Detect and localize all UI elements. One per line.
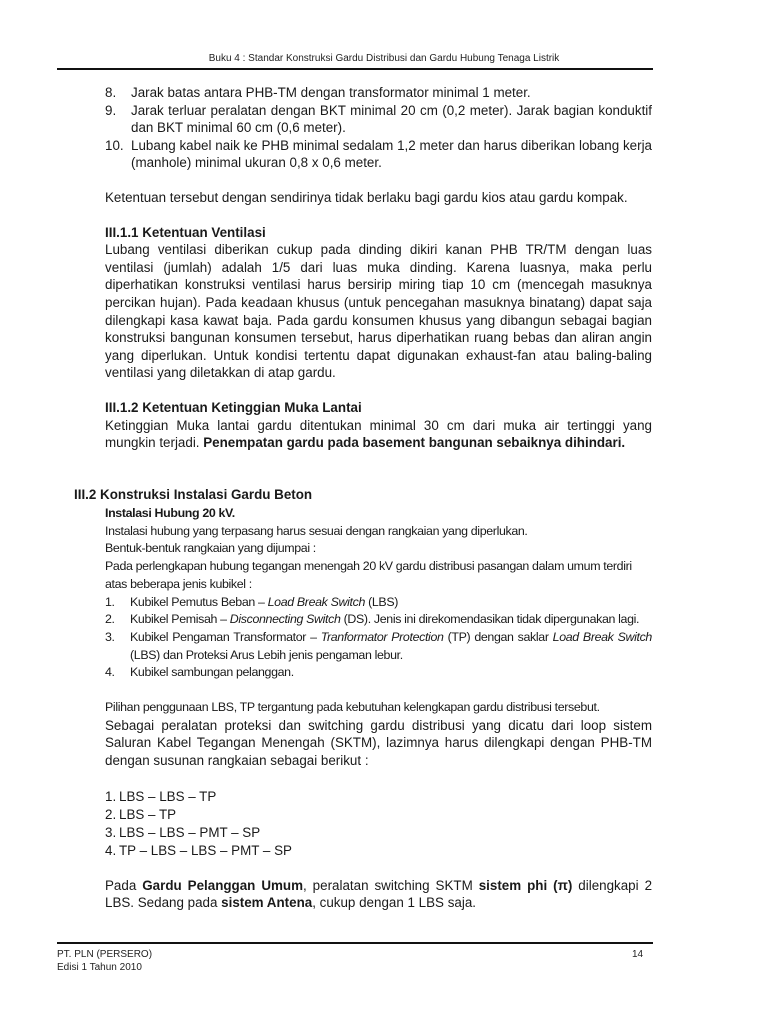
list-item: 3. LBS – LBS – PMT – SP bbox=[105, 824, 261, 840]
paragraph-sebagai: Sebagai peralatan proteksi dan switching gardu distribusi yang dicatu dari loop sistem Saluran Kabel Tegangan Menengah (SKTM), lazimnya harus dilengkapi dengan PHB-TM dengan susunan rangkaian sebagai berikut : bbox=[105, 717, 652, 768]
paragraph-ventilasi: Lubang ventilasi diberikan cukup pada dinding dikiri kanan PHB TR/TM dengan luas ventilasi (jumlah) adalah 1/5 dari luas muka dinding. Karena luasnya, maka perlu diperhatikan konstruksi ventilasi harus bersirip miring tiap 10 cm (mencegah masuknya percikan hujan). Pada keadaan khusus (untuk pencegahan masuknya binatang) dapat saja dilengkapi kasa kawat baja. Pada gardu konsumen khusus yang dibangun sebagai bagian konstruksi bangunan konsumen tersebut, harus diperhatikan ruang bebas dan aliran angin yang diperlukan. Untuk kondisi tertentu dapat digunakan exhaust-fan atau baling-baling ventilasi yang diletakkan di atap gardu. bbox=[105, 242, 652, 381]
paragraph-ketentuan: Ketentuan tersebut dengan sendirinya tidak berlaku bagi gardu kios atau gardu kompak. bbox=[105, 189, 628, 205]
section-heading-ventilasi: III.1.1 Ketentuan Ventilasi bbox=[105, 224, 266, 240]
footer-publisher bbox=[57, 949, 152, 974]
footer-rule bbox=[57, 942, 653, 944]
list-item: 2. Kubikel Pemisah – Disconnecting Switch (DS). Jenis ini direkomendasikan tidak dipergunakan lagi. bbox=[105, 612, 640, 627]
paragraph-gardu-pelanggan: Pada Gardu Pelanggan Umum, peralatan switching SKTM sistem phi (π) dilengkapi 2 LBS. Sedang pada sistem Antena, cukup dengan 1 LBS saja. bbox=[105, 877, 653, 911]
list-rangkaian bbox=[105, 788, 652, 860]
list-item: 1. Kubikel Pemutus Beban – Load Break Switch (LBS) bbox=[105, 594, 399, 609]
list-item: 4. TP – LBS – LBS – PMT – SP bbox=[105, 842, 292, 858]
list-item: 3. Kubikel Pengaman Transformator – Tranformator Protection (TP) dengan saklar Load Break Switch (LBS) dan Proteksi Arus Lebih jenis pengaman lebur. bbox=[105, 629, 652, 662]
list-item: 10. Lubang kabel naik ke PHB minimal sedalam 1,2 meter dan harus diberikan lobang kerja (manhole) minimal ukuran 0,8 x 0,6 meter. bbox=[105, 137, 652, 171]
section-heading-muka-lantai: III.1.2 Ketentuan Ketinggian Muka Lantai bbox=[105, 399, 362, 415]
running-header: Buku 4 : Standar Konstruksi Gardu Distribusi dan Gardu Hubung Tenaga Listrik bbox=[208, 53, 560, 64]
section-heading-konstruksi: III.2 Konstruksi Instalasi Gardu Beton bbox=[74, 487, 313, 502]
header-rule bbox=[57, 68, 653, 70]
footer-edition: Edisi 1 Tahun 2010 bbox=[57, 961, 142, 973]
paragraph-muka-lantai: Ketinggian Muka lantai gardu ditentukan minimal 30 cm dari muka air tertinggi yang mungkin terjadi. Penempatan gardu pada basement bangunan sebaiknya dihindari. bbox=[105, 417, 652, 451]
paragraph-bentuk: Bentuk-bentuk rangkaian yang dijumpai : bbox=[105, 541, 316, 556]
section-32-body bbox=[105, 505, 652, 912]
paragraph-pilihan: Pilihan penggunaan LBS, TP tergantung pada kebutuhan kelengkapan gardu distribusi tersebut. bbox=[105, 700, 600, 715]
paragraph-perlengkapan: Pada perlengkapan hubung tegangan menengah 20 kV gardu distribusi pasangan dalam umum terdiri atas beberapa jenis kubikel : bbox=[105, 559, 632, 591]
subheading-instalasi: Instalasi Hubung 20 kV. bbox=[105, 506, 235, 520]
footer-company: PT. PLN (PERSERO) bbox=[57, 949, 153, 960]
list-item: 2. LBS – TP bbox=[105, 806, 177, 822]
list-kubikel bbox=[105, 594, 652, 683]
list-item: 1. LBS – LBS – TP bbox=[105, 788, 217, 804]
list-item: 8. Jarak batas antara PHB-TM dengan transformator minimal 1 meter. bbox=[105, 85, 531, 100]
list-item: 9. Jarak terluar peralatan dengan BKT minimal 20 cm (0,2 meter). Jarak bagian konduktif dan BKT minimal 60 cm (0,6 meter). bbox=[105, 102, 652, 136]
list-top bbox=[105, 84, 652, 172]
list-item: 4. Kubikel sambungan pelanggan. bbox=[105, 665, 294, 680]
paragraph-instalasi: Instalasi hubung yang terpasang harus sesuai dengan rangkaian yang diperlukan. bbox=[105, 523, 528, 538]
page-body bbox=[105, 84, 652, 452]
page-number: 14 bbox=[632, 949, 644, 960]
